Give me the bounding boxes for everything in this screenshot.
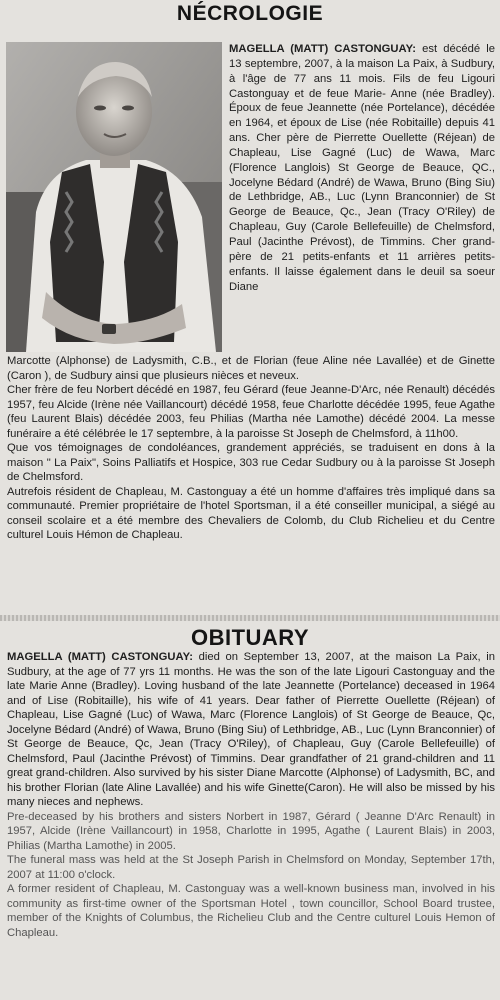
necrologie-paragraph-2: Cher frère de feu Norbert décédé en 1987, feu Gérard (feue Jeanne-D'Arc, née Renault) décédés 1957, feu Alcide (Irène née Vaillancourt) décédé 1958, feue Charlotte décédée 1995, feue Agathe (feu Laurent Blais) décédée 2003, feu Philias (Martha née Lamothe) décédé 2004. La messe funéraire a été célébrée le 17 septembre, à la paroisse St Joseph de Chelmsford, à 11h00. (7, 384, 495, 440)
necrologie-intro-text: est décédé le 13 septembre, 2007, à la maison La Paix, à Sudbury, à l'âge de 77 ans 11 mois. Fils de feu Ligouri Castonguay et de feue Marie- Anne (née Bradley). Époux de feue Jeannette (née Portelance), décédée en 1964, et époux de Lise (née Robitaille) depuis 41 ans. Cher père de Pierrette Ouellette (Réjean) de Chapleau, Lise Gagné (Luc) de Wawa, Marc (Florence Langlois) St George de Beauce, QC., Jocelyne Bédard (André) de Wawa, Bruno (Bing Siu) de Lethbridge, AB., Luc (Lynn Branconnier) de St George de Beauce, Qc., Jean (Tracy O'Riley) de Chapleau, Guy (Carole Bellefeuille) de Chelmsford, Paul (Jacinthe Prévost), de Timmins. Cher grand-père de 21 petits-enfants et 11 arrières petits-enfants. Il laisse également dans le deuil sa soeur Diane (229, 43, 495, 293)
necrologie-body (7, 354, 495, 543)
necrologie-intro-continued: Marcotte (Alphonse) de Ladysmith, C.B., et de Florian (feue Aline née Lavallée) et de Ginette (Caron ), de Sudbury ainsi que plusieurs nièces et neveux. (7, 355, 495, 382)
obituary-paragraph-3: The funeral mass was held at the St Joseph Parish in Chelmsford on Monday, September 17th, 2007 at 11:00 o'clock. (7, 854, 495, 881)
necrologie-paragraph-4: Autrefois résident de Chapleau, M. Castonguay a été un homme d'affaires très impliqué dans sa communauté. Premier propriétaire de l'hotel Sportsman, il a été conseiller municipal, a siégé au conseil scolaire et a été membre des Chevaliers de Colomb, du Club Richelieu et du Centre culturel Louis Hémon de Chapleau. (7, 485, 495, 541)
necrologie-heading: NÉCROLOGIE (176, 2, 324, 25)
deceased-name-fr: MAGELLA (MATT) CASTONGUAY: (229, 43, 416, 55)
obituary-body (7, 650, 495, 940)
deceased-name-en: MAGELLA (MATT) CASTONGUAY: (7, 651, 194, 663)
obituary-paragraph-1: died on September 13, 2007, at the maison La Paix, in Sudbury, at the age of 77 yrs 11 months. He was the son of the late Ligouri Castonguay and the late Marie Anne (Bradley). Loving husband of the late Jeannette (Portelance) deceased in 1964 and of Lise (Robitaille), his wife of 41 years. Dear father of Pierrette Ouellette (Réjean) of Chapleau, Lise Gagné (Luc) of Wawa, Marc (Florence Langlois) of St George de Beauce, Qc, Jocelyne Bédard (André) of Wawa, Bruno (Bing Siu) of Lethbridge, AB., Luc (Lynn Branconnier) of St George de Beauce, Qc, Jean (Tracy O'Riley), of Chapleau, Guy (Carole Bellefeuille) of Chelmsford, Paul (Jacinthe Prévost) of Timmins. Dear grandfather of 21 grand-children and 11 great grand-children. Also survived by his sister Diane Marcotte (Alphonse) of Ladysmith, BC, and his brother Florian (late Aline Lavallée) and his wife Ginette(Caron). He will also be missed by his many nieces and nephews. (7, 651, 495, 808)
section-divider (0, 615, 500, 621)
obituary-paragraph-2: Pre-deceased by his brothers and sisters Norbert in 1987, Gérard ( Jeanne D'Arc Renault) in 1957, Alcide (Irène Vaillancourt) in 1958, Charlotte in 1995, Agathe ( Laurent Blais) in 2003, Philias (Martha Lamothe) in 2005. (7, 810, 495, 852)
obituary-heading: OBITUARY (190, 625, 310, 650)
necrologie-paragraph-3: Que vos témoignages de condoléances, grandement appréciés, se traduisent en dons à la maison " La Paix", Soins Palliatifs et Hospice, 303 rue Cedar Sudbury ou à la paroisse St Joseph de Chelmsford. (7, 442, 495, 483)
obituary-paragraph-4: A former resident of Chapleau, M. Castonguay was a well-known business man, involved in his community as first-time owner of the Sportsman Hotel , town councillor, School Board trustee, member of the Knights of Columbus, the Richelieu Club and the Centre culturel Louis Hemon of Chapleau. (7, 883, 495, 939)
portrait-photo (6, 42, 222, 352)
necrologie-intro (229, 42, 495, 294)
